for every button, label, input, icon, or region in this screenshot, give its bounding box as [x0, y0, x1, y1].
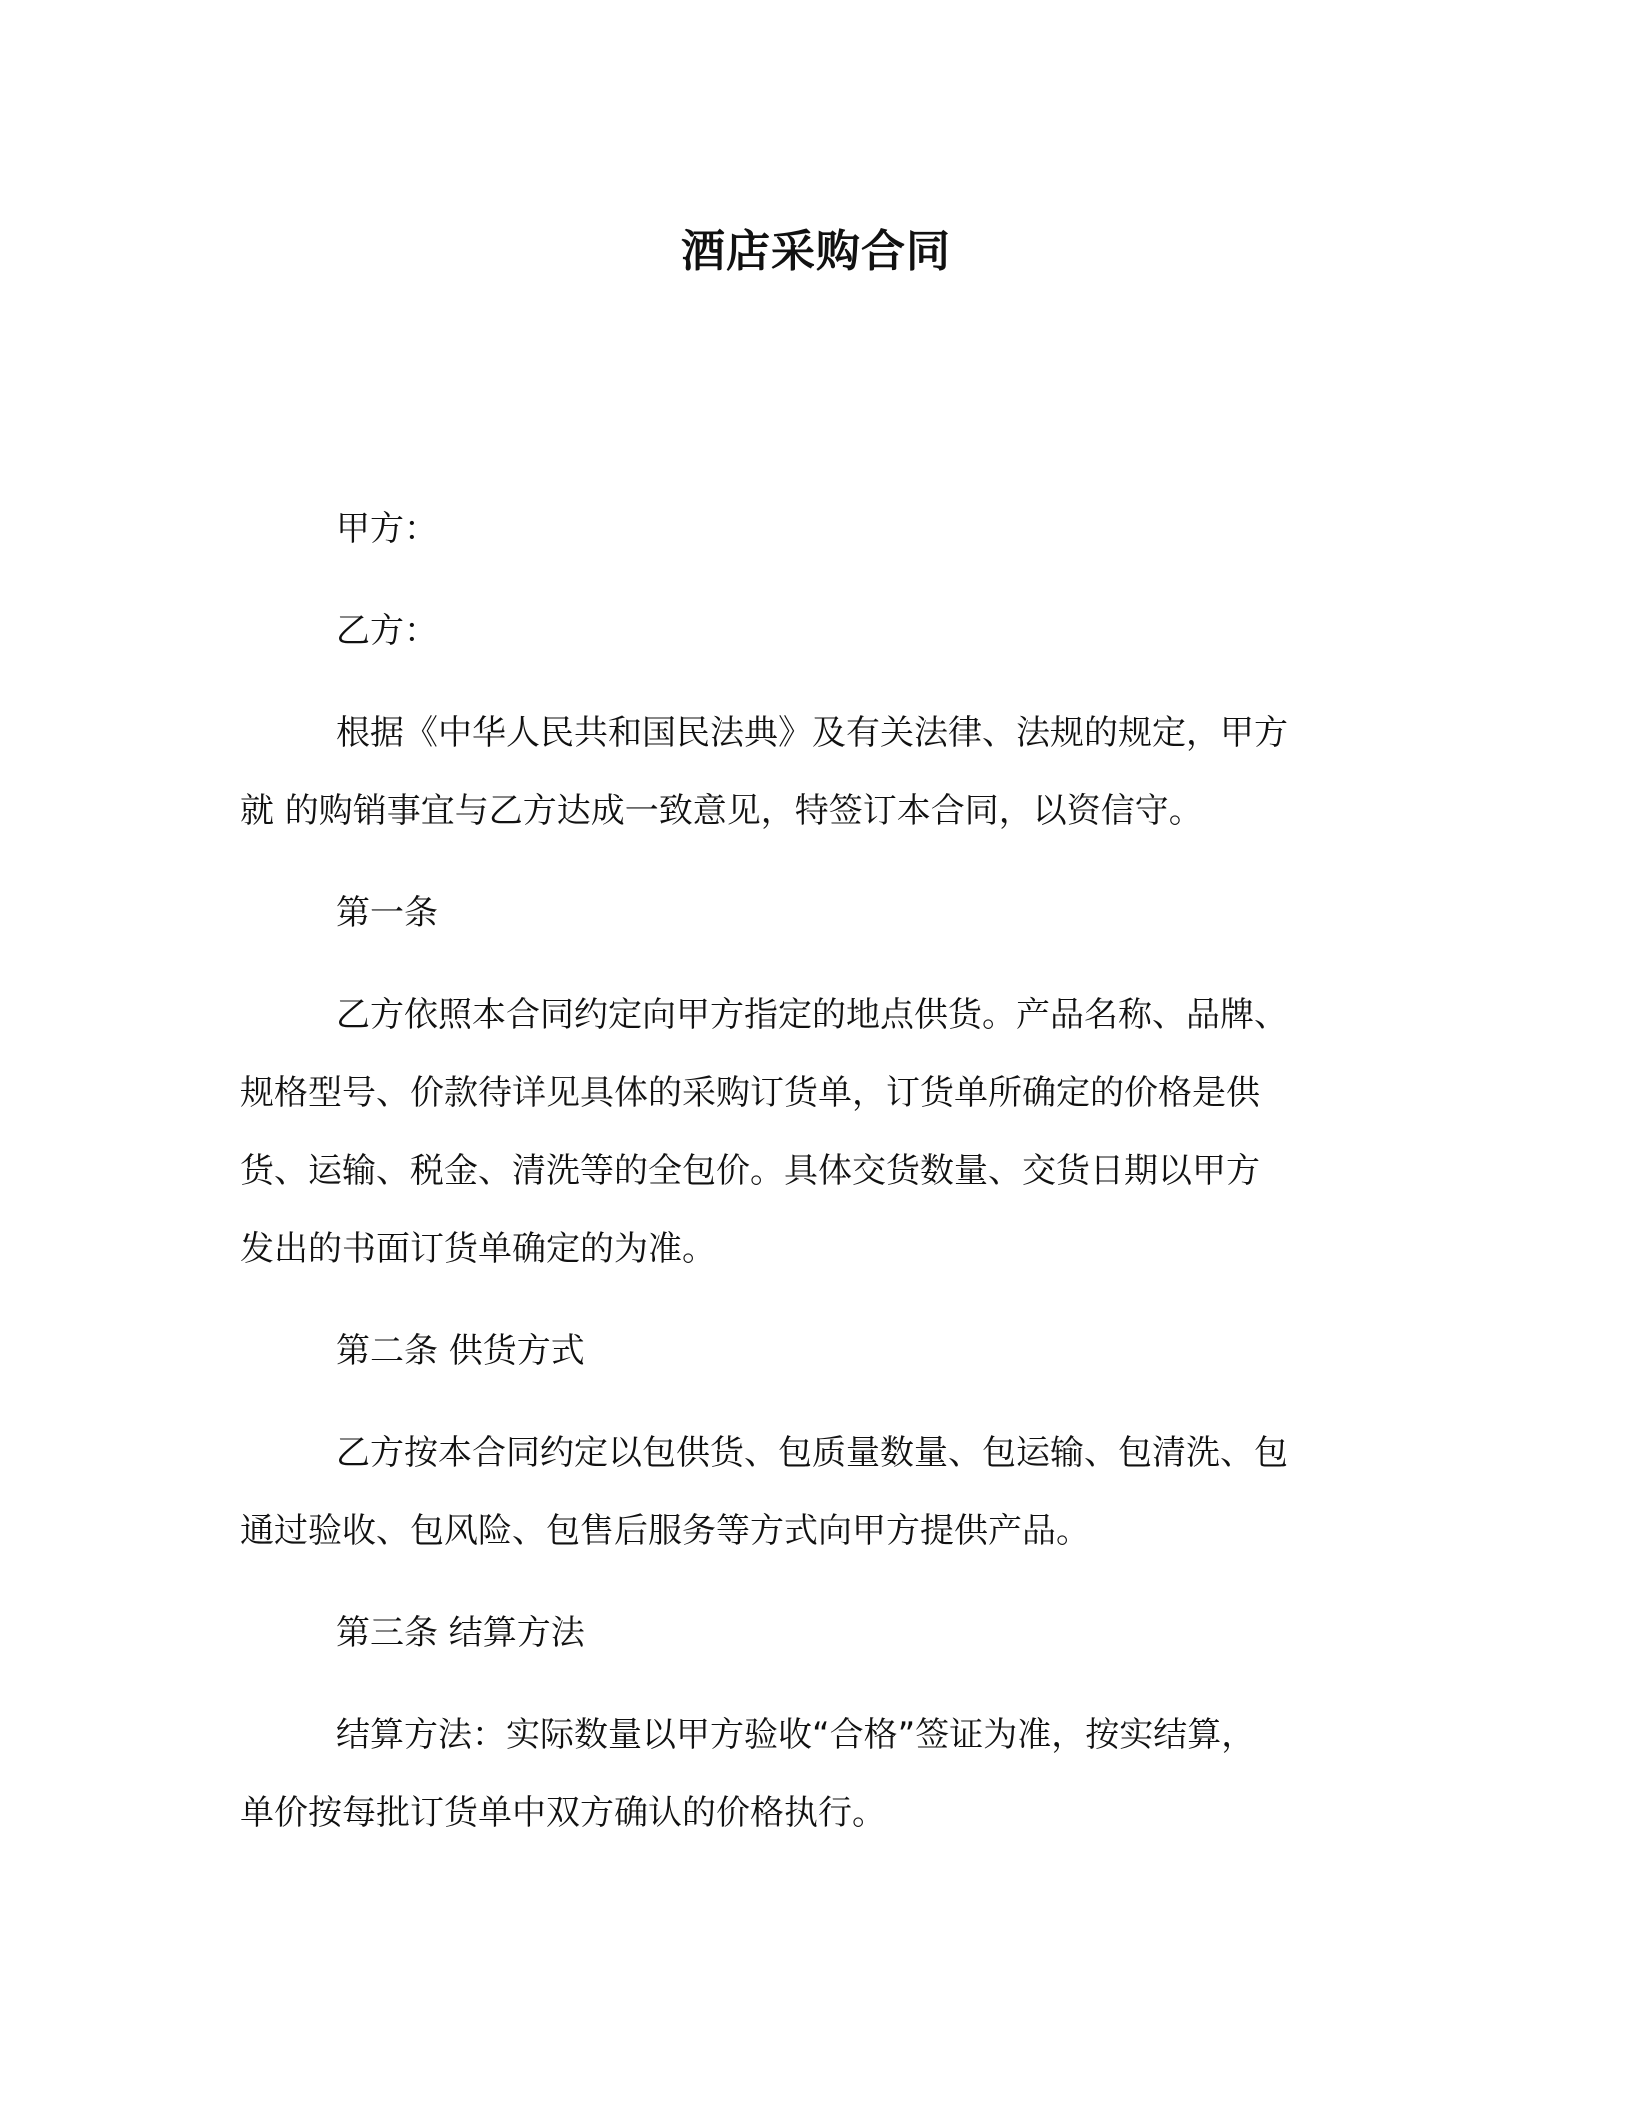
preamble-line-1: 根据《中华人民共和国民法典》及有关法律、法规的规定，甲方	[336, 713, 1288, 753]
article-2-heading: 第二条 供货方式	[336, 1331, 585, 1371]
article-2-line-2: 通过验收、包风险、包售后服务等方式向甲方提供产品。	[240, 1511, 1090, 1551]
article-3-line-1: 结算方法：实际数量以甲方验收“合格”签证为准，按实结算，	[336, 1715, 1256, 1755]
article-2-line-1: 乙方按本合同约定以包供货、包质量数量、包运输、包清洗、包	[336, 1433, 1288, 1473]
document-title: 酒店采购合同	[681, 226, 951, 277]
article-1-line-1: 乙方依照本合同约定向甲方指定的地点供货。产品名称、品牌、	[336, 995, 1288, 1035]
article-1-line-3: 货、运输、税金、清洗等的全包价。具体交货数量、交货日期以甲方	[240, 1151, 1260, 1191]
preamble-line-2: 就 的购销事宜与乙方达成一致意见，特签订本合同，以资信守。	[240, 791, 1203, 831]
article-3-line-2: 单价按每批订货单中双方确认的价格执行。	[240, 1793, 886, 1833]
article-1-heading: 第一条	[336, 893, 438, 933]
party-a-label: 甲方：	[336, 509, 438, 549]
article-1-line-4: 发出的书面订货单确定的为准。	[240, 1229, 716, 1269]
article-1-line-2: 规格型号、价款待详见具体的采购订货单，订货单所确定的价格是供	[240, 1073, 1260, 1113]
document-body	[240, 490, 1390, 1852]
article-3-heading: 第三条 结算方法	[336, 1613, 585, 1653]
party-b-label: 乙方：	[336, 611, 438, 651]
